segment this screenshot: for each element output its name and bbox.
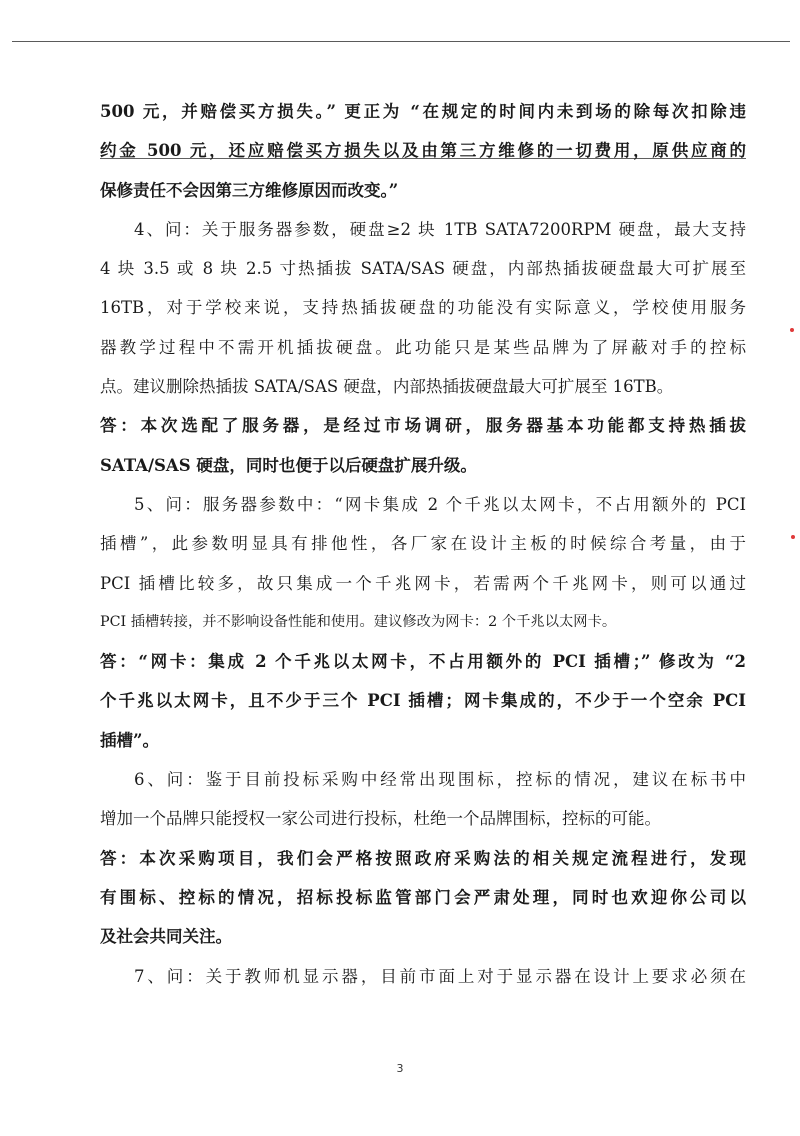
text-line: 约金 500 元，还应赔偿买方损失以及由第三方维修的一切费用，原供应商的 xyxy=(100,141,746,161)
text-line: 5、问：服务器参数中：“网卡集成 2 个千兆以太网卡，不占用额外的 PCI xyxy=(134,494,746,514)
scan-speck xyxy=(790,328,794,332)
text-line: 增加一个品牌只能授权一家公司进行投标，杜绝一个品牌围标，控标的可能。 xyxy=(100,809,661,829)
text-line: 保修责任不会因第三方维修原因而改变。” xyxy=(100,180,399,200)
answer-5 xyxy=(100,642,746,760)
text-line: 4、问：关于服务器参数，硬盘≥2 块 1TB SATA7200RPM 硬盘，最大支持 xyxy=(134,219,746,239)
text-line: 插槽”，此参数明显具有排他性，各厂家在设计主板的时候综合考量，由于 xyxy=(100,534,746,554)
scan-speck xyxy=(791,535,795,539)
text-line: 答：本次采购项目，我们会严格按照政府采购法的相关规定流程进行，发现 xyxy=(100,848,746,868)
strike-through-line xyxy=(100,158,746,159)
page-number: 3 xyxy=(396,1062,404,1075)
header-rule xyxy=(12,41,790,42)
question-4 xyxy=(100,210,746,406)
text-line: 及社会共同关注。 xyxy=(100,927,232,947)
text-line: SATA/SAS 硬盘，同时也便于以后硬盘扩展升级。 xyxy=(100,455,477,475)
text-line: PCI 插槽比较多，故只集成一个千兆网卡，若需两个千兆网卡，则可以通过 xyxy=(100,573,746,593)
answer-6 xyxy=(100,839,746,957)
text-line: 4 块 3.5 或 8 块 2.5 寸热插拔 SATA/SAS 硬盘，内部热插拔硬盘最大可扩展至 xyxy=(100,259,746,279)
text-line: 个千兆以太网卡，且不少于三个 PCI 插槽；网卡集成的，不少于一个空余 PCI xyxy=(100,691,746,711)
text-line: 6、问：鉴于目前投标采购中经常出现围标，控标的情况，建议在标书中 xyxy=(134,770,746,790)
text-line: 有围标、控标的情况，招标投标监管部门会严肃处理，同时也欢迎你公司以 xyxy=(100,887,746,907)
text-line: 答：本次选配了服务器，是经过市场调研，服务器基本功能都支持热插拔 xyxy=(100,416,746,436)
question-5 xyxy=(100,485,746,642)
text-line: PCI 插槽转接，并不影响设备性能和使用。建议修改为网卡：2 个千兆以太网卡。 xyxy=(100,613,617,630)
text-line: 器教学过程中不需开机插拔硬盘。此功能只是某些品牌为了屏蔽对手的控标 xyxy=(100,337,746,357)
text-line: 500 元，并赔偿买方损失。” 更正为 “在规定的时间内未到场的除每次扣除违 xyxy=(100,102,746,121)
text-line: 插槽”。 xyxy=(100,730,159,750)
answer-4 xyxy=(100,406,746,485)
question-6 xyxy=(100,760,746,839)
text-line: 16TB，对于学校来说，支持热插拔硬盘的功能没有实际意义，学校使用服务 xyxy=(100,298,746,318)
text-line: 7、问：关于教师机显示器，目前市面上对于显示器在设计上要求必须在 xyxy=(134,966,746,986)
text-line: 答：“网卡：集成 2 个千兆以太网卡，不占用额外的 PCI 插槽；” 修改为 “2 xyxy=(100,652,746,672)
question-7 xyxy=(100,957,746,996)
document-page xyxy=(100,92,746,996)
text-line: 点。建议删除热插拔 SATA/SAS 硬盘，内部热插拔硬盘最大可扩展至 16TB。 xyxy=(100,377,674,397)
paragraph-continuation xyxy=(100,92,746,210)
